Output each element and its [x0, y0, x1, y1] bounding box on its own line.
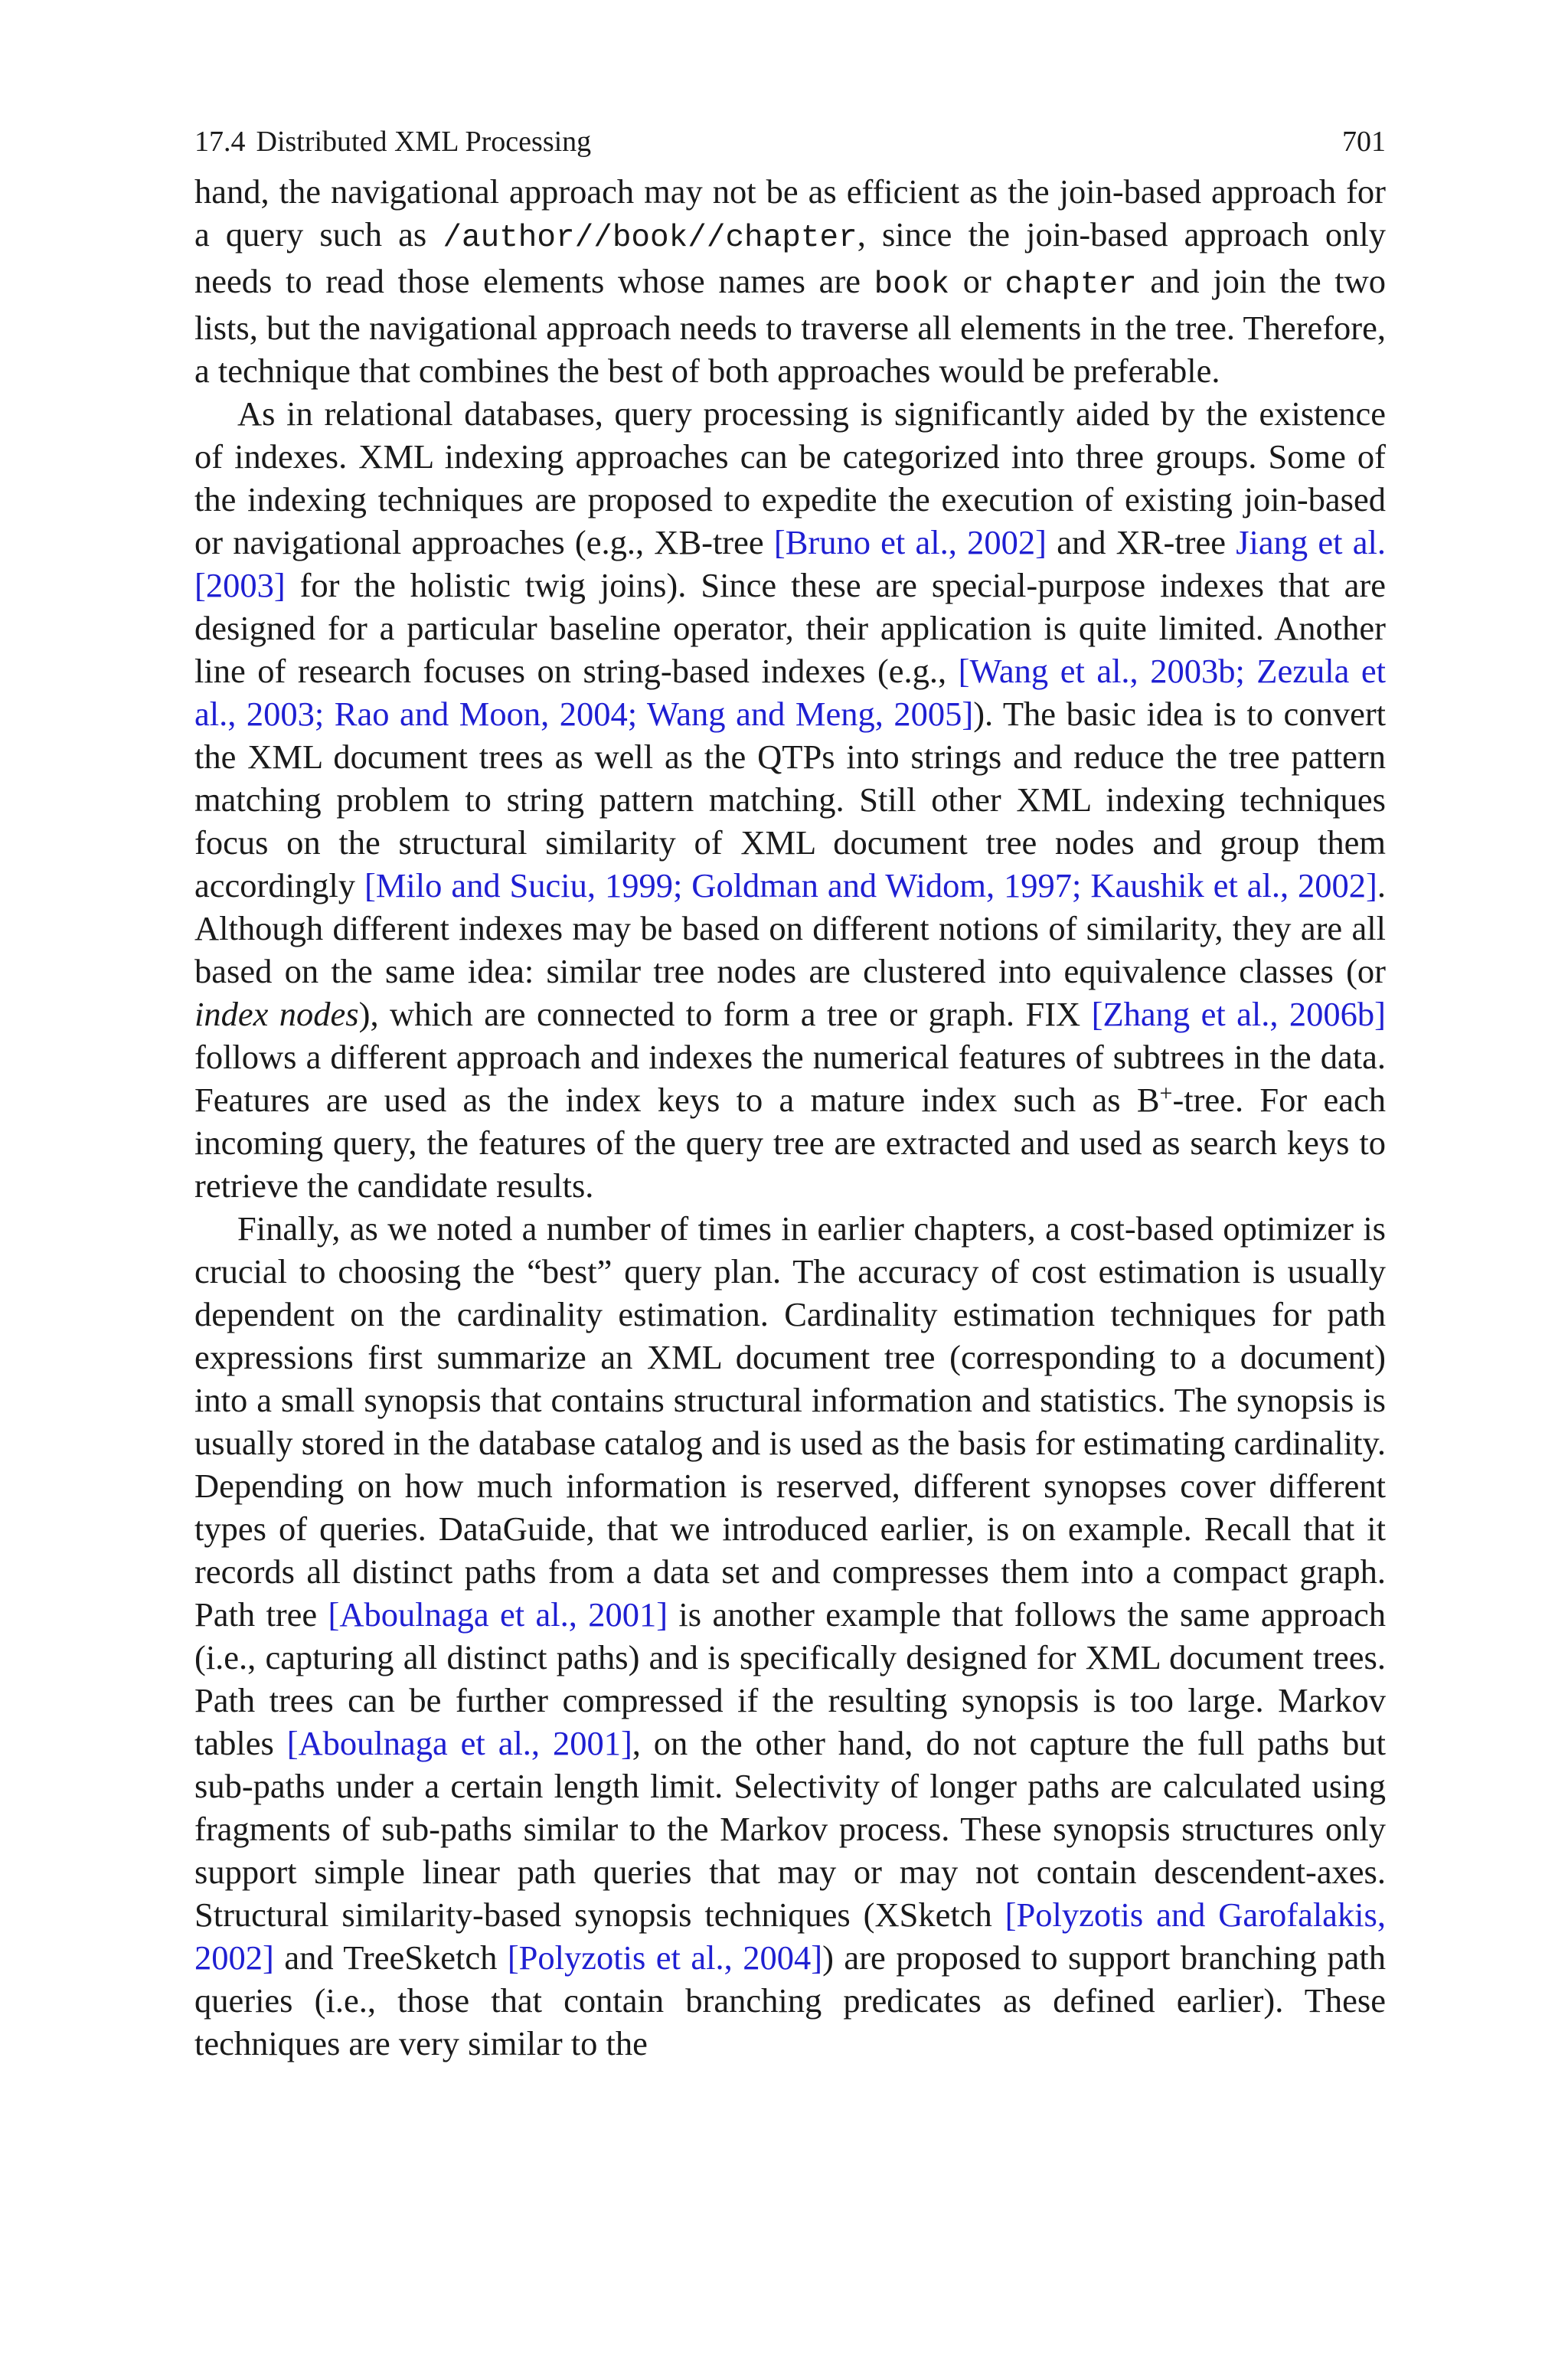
text-run: and TreeSketch	[273, 1938, 508, 1977]
text-run: , since the join-based approach only needs to read those elements whose names are	[194, 215, 1386, 300]
citation-link-wang-2003b-group[interactable]: [Wang et al., 2003b; Zezula et al., 2003; Rao and Moon, 2004; Wang and Meng, 2005]	[194, 652, 1386, 733]
citation-link-polyzotis-2002[interactable]: [Polyzotis and Garofalakis, 2002]	[194, 1896, 1386, 1977]
text-run: ), which are connected to form a tree or graph. FIX	[358, 995, 1092, 1033]
citation-link-aboulnaga-2001[interactable]: [Aboulnaga et al., 2001]	[286, 1724, 632, 1762]
section-heading	[194, 123, 591, 161]
text-run: ) are proposed to support branching path queries (i.e., those that contain branching predicates as defined earlier). These techniques are very similar to the	[194, 1938, 1386, 2062]
citation-link-zhang-2006b[interactable]: [Zhang et al., 2006b]	[1091, 995, 1386, 1033]
text-run: ). The basic idea is to convert the XML document trees as well as the QTPs into strings and reduce the tree pattern matching problem to string pattern matching. Still other XML indexing techniques focus on the structural similarity of XML document tree nodes and group them accordingly	[194, 695, 1386, 904]
paragraph-3	[194, 1207, 1386, 2065]
text-run: . Although different indexes may be based on different notions of similarity, they are all based on the same idea: similar tree nodes are clustered into equivalence classes (or	[194, 866, 1386, 990]
text-run: or	[949, 262, 1005, 300]
section-title: Distributed XML Processing	[256, 126, 592, 158]
text-run: hand, the navigational approach may not be as efficient as the join-based approach for a query such as	[194, 172, 1386, 254]
section-number: 17.4	[194, 126, 246, 158]
page-number: 701	[1342, 126, 1386, 158]
paragraph-1	[194, 170, 1386, 392]
citation-link-jiang-2003[interactable]: Jiang et al. [2003]	[194, 523, 1386, 604]
text-run: and join the two lists, but the navigational approach needs to traverse all elements in the tree. Therefore, a technique that combines the best of both approaches would be preferable.	[194, 262, 1387, 390]
citation-link-bruno-2002[interactable]: [Bruno et al., 2002]	[773, 523, 1047, 561]
emphasis-index-nodes: index nodes	[194, 995, 359, 1033]
code-query-path: /author//book//chapter	[443, 221, 858, 256]
running-head	[194, 123, 1386, 161]
code-book: book	[874, 267, 950, 303]
text-run: is another example that follows the same approach (i.e., capturing all distinct paths) and is specifically designed for XML document trees. Path trees can be further compressed if the resulting synopsis is too large. Markov tables	[194, 1595, 1386, 1762]
paragraph-2	[194, 392, 1386, 1207]
text-run: Finally, as we noted a number of times in earlier chapters, a cost-based optimizer is crucial to choosing the “best” query plan. The accuracy of cost estimation is usually dependent on the cardinality estimation. Cardinality estimation techniques for path expressions first summarize an XML document tree (corresponding to a document) into a small synopsis that contains structural information and statistics. The synopsis is usually stored in the database catalog and is used as the basis for estimating cardinality. Depending on how much information is reserved, different synopses cover different types of queries. DataGuide, that we introduced earlier, is on example. Recall that it records all distinct paths from a data set and compresses them into a compact graph. Path tree	[194, 1209, 1386, 1634]
text-run: and XR-tree	[1046, 523, 1236, 561]
superscript-plus: +	[1159, 1081, 1173, 1106]
text-run: for the holistic twig joins). Since these are special-purpose indexes that are designed for a particular baseline operator, their application is quite limited. Another line of research focuses on string-based indexes (e.g.,	[194, 566, 1386, 690]
code-chapter: chapter	[1004, 267, 1137, 303]
text-run: As in relational databases, query processing is significantly aided by the existence of indexes. XML indexing approaches can be categorized into three groups. Some of the indexing techniques are proposed to expedite the execution of existing join-based or navigational approaches (e.g., XB-tree	[194, 394, 1386, 561]
citation-link-milo-1999-group[interactable]: [Milo and Suciu, 1999; Goldman and Widom, 1997; Kaushik et al., 2002]	[364, 866, 1377, 904]
text-run: -tree. For each incoming query, the features of the query tree are extracted and used as search keys to retrieve the candidate results.	[194, 1081, 1387, 1205]
text-run: follows a different approach and indexes the numerical features of subtrees in the data. Features are used as the index keys to a mature index such as B	[194, 1038, 1386, 1119]
body-text	[194, 170, 1386, 2065]
citation-link-polyzotis-2004[interactable]: [Polyzotis et al., 2004]	[507, 1938, 823, 1977]
citation-link-aboulnaga-2001[interactable]: [Aboulnaga et al., 2001]	[328, 1595, 668, 1634]
page	[194, 123, 1386, 2065]
text-run: , on the other hand, do not capture the full paths but sub-paths under a certain length limit. Selectivity of longer paths are calculated using fragments of sub-paths similar to the Markov process. These synopsis structures only support simple linear path queries that may or may not contain descendent-axes. Structural similarity-based synopsis techniques (XSketch	[194, 1724, 1386, 1934]
